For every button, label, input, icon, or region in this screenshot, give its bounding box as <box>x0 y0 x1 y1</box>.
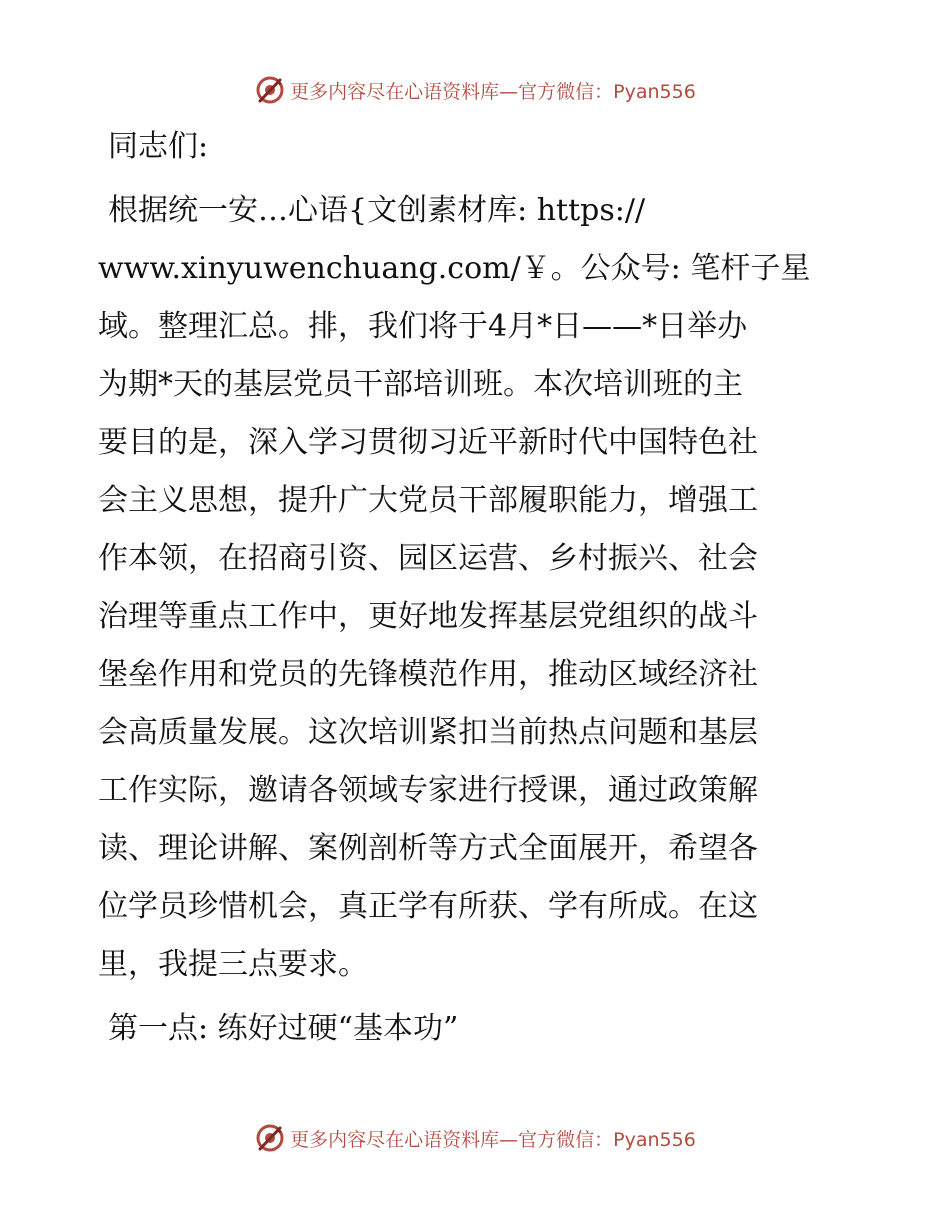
paragraph-line: 域。整理汇总。排，我们将于4月*日——*日举办 <box>98 309 748 344</box>
paragraph-line: 根据统一安…心语{文创素材库: https:// <box>108 193 646 228</box>
paragraph-line: 会主义思想，提升广大党员干部履职能力，增强工 <box>98 483 758 518</box>
watermark-text: 更多内容尽在心语资料库—官方微信：Pyan556 <box>290 80 696 103</box>
paragraph-line: www.xinyuwenchuang.com/￥。公众号: 笔杆子星 <box>98 251 811 286</box>
salutation: 同志们: <box>108 129 209 164</box>
paragraph-line: 里，我提三点要求。 <box>98 947 368 982</box>
pen-logo-icon <box>254 1122 286 1154</box>
document-body <box>98 118 858 1058</box>
paragraph-line: 读、理论讲解、案例剖析等方式全面展开，希望各 <box>98 831 758 866</box>
paragraph-line: 为期*天的基层党员干部培训班。本次培训班的主 <box>98 367 743 402</box>
watermark-text: 更多内容尽在心语资料库—官方微信：Pyan556 <box>290 1128 696 1151</box>
paragraph-line: 会高质量发展。这次培训紧扣当前热点问题和基层 <box>98 715 758 750</box>
watermark-banner-top <box>0 70 950 110</box>
paragraph-line: 治理等重点工作中，更好地发挥基层党组织的战斗 <box>98 599 758 634</box>
paragraph-line: 工作实际，邀请各领域专家进行授课，通过政策解 <box>98 773 758 808</box>
paragraph-line: 作本领，在招商引资、园区运营、乡村振兴、社会 <box>98 541 758 576</box>
watermark-banner-bottom <box>0 1118 950 1158</box>
pen-logo-icon <box>254 74 286 106</box>
paragraph-line: 位学员珍惜机会，真正学有所获、学有所成。在这 <box>98 889 758 924</box>
section-heading: 第一点: 练好过硬“基本功” <box>108 1011 459 1046</box>
paragraph-line: 要目的是，深入学习贯彻习近平新时代中国特色社 <box>98 425 758 460</box>
paragraph-line: 堡垒作用和党员的先锋模范作用，推动区域经济社 <box>98 657 758 692</box>
